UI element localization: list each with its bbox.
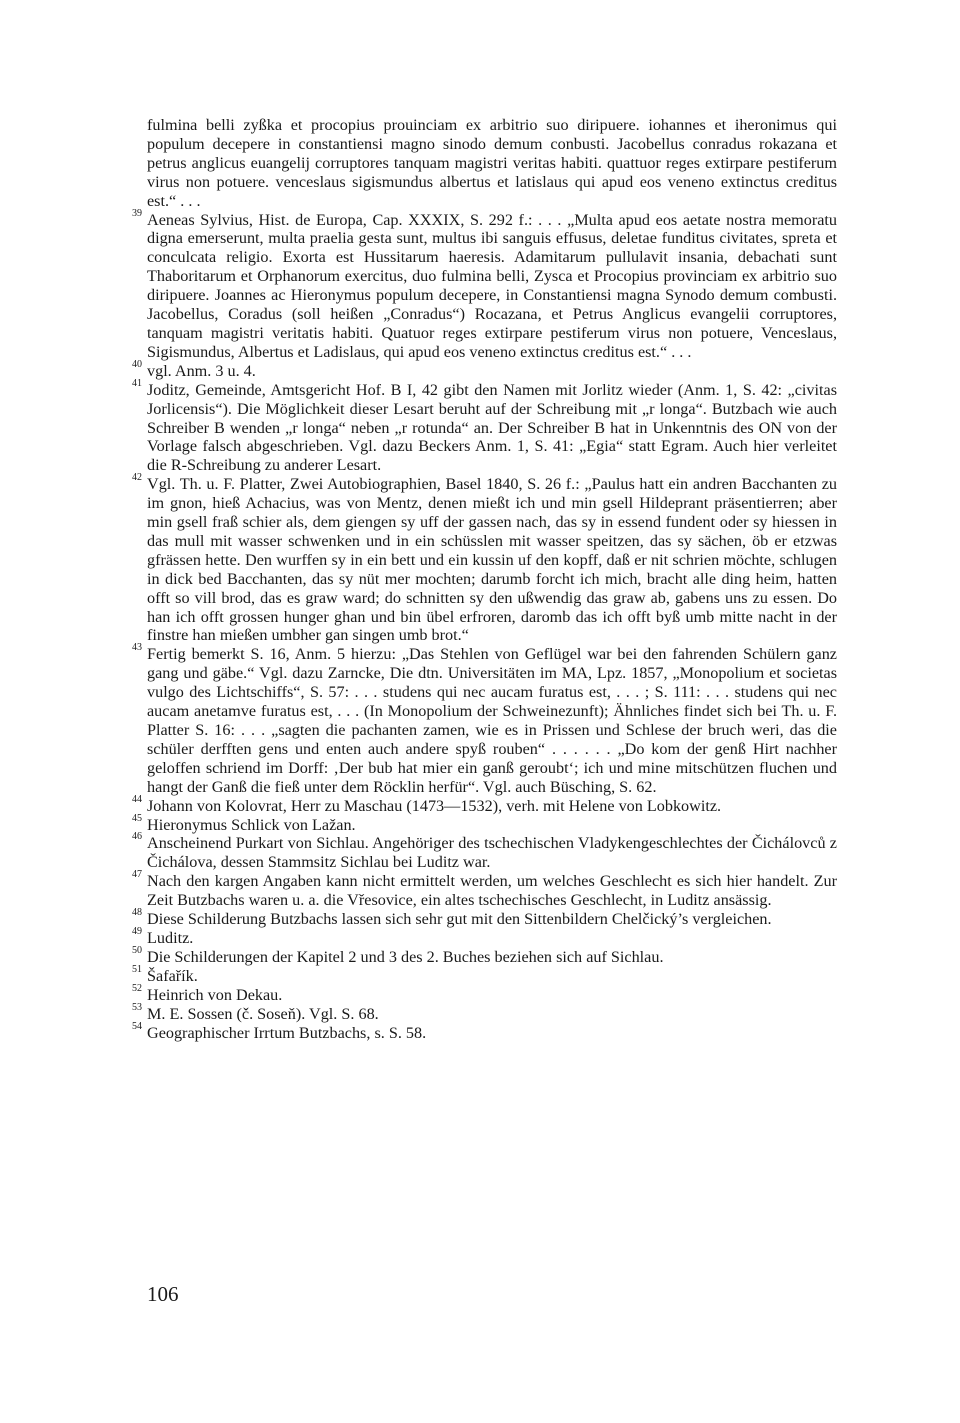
footnote-number: 39 <box>132 207 142 219</box>
footnote-text: vgl. Anm. 3 u. 4. <box>147 361 256 380</box>
footnote-41 <box>132 377 837 476</box>
footnote-block <box>132 116 837 1042</box>
footnote-text: Heinrich von Dekau. <box>147 985 283 1004</box>
footnote-45 <box>132 812 837 835</box>
footnote-54 <box>132 1020 837 1043</box>
footnote-text: Anscheinend Purkart von Sichlau. Angehöriger des tschechischen Vladykengeschlechtes der Čichálovců z Čichálova, dessen Stammsitz Sichlau bei Luditz war. <box>147 834 837 872</box>
footnote-text: Luditz. <box>147 928 194 947</box>
footnote-number: 52 <box>132 982 142 994</box>
footnote-53 <box>132 1001 837 1024</box>
continued-quotation: fulmina belli zyßka et procopius prouinciam ex arbitrio suo diripuere. iohannes et iheronimus qui populum decepere in constantiensi magno sinodo demum conbusti. Jacobellus conradus rokazana et petrus anglicus euangelij corruptores tanquam magistri veritas habiti. quattuor reges extirpare pestiferum virus non potuere. venceslaus sigismundus albertus et latislaus qui apud eos veneno extinctus creditus est.“ . . . <box>147 116 837 210</box>
footnote-text: Geographischer Irrtum Butzbachs, s. S. 58. <box>147 1023 427 1042</box>
footnote-text: M. E. Sossen (č. Soseň). Vgl. S. 68. <box>147 1004 379 1023</box>
footnote-51 <box>132 963 837 986</box>
page-number: 106 <box>147 1282 179 1306</box>
footnote-47 <box>132 869 837 910</box>
footnote-42 <box>132 472 837 645</box>
footnote-46 <box>132 831 837 872</box>
footnote-number: 48 <box>132 907 142 919</box>
footnote-number: 49 <box>132 925 142 937</box>
footnote-text: Nach den kargen Angaben kann nicht ermittelt werden, um welches Geschlecht es sich hier handelt. Zur Zeit Butzbachs waren u. a. die Vřesovice, ein altes tschechisches Geschlecht, in Luditz ansässig. <box>147 872 837 910</box>
footnote-text: Diese Schilderung Butzbachs lassen sich sehr gut mit den Sittenbildern Chelčický’s vergleichen. <box>147 910 772 929</box>
footnote-40 <box>132 358 837 381</box>
footnote-text: Šafařík. <box>147 966 198 985</box>
footnote-text: Die Schilderungen der Kapitel 2 und 3 des 2. Buches beziehen sich auf Sichlau. <box>147 947 664 966</box>
footnote-number: 45 <box>132 812 142 824</box>
footnote-text: Vgl. Th. u. F. Platter, Zwei Autobiographien, Basel 1840, S. 26 f.: „Paulus hatt ein andren Bacchanten zu im gnon, hieß Achacius, was von Mentz, denen mießt ich und min gsell Hildeprant präsentierren; aber min gsell fraß schier als, dem giengen sy uff der gassen nach, das sy in essend fundent oder sy hiessen in das mull mit wasser schwenken und in ein schüsslen mit wasser speitzen, das sy sächen, öb er etzwas gfrässen hette. Den wurffen sy in ein bett und ein kussin uf den kopff, daß er nit schrien möchte, schlugen in dick bed Bacchanten, das sy nüt mer mochten; darumb forcht ich mich, bracht alle ding heim, hatten offt so vill brod, das es graw ward; do schnitten sy den ußwendig das graw ab, gabens uns zu essen. Do han ich offt grossen hunger ghan und bin übel erfroren, daromb das ich offt byß umb mitte nacht in der finstre han mießen umbher gan singen umb brot.“ <box>147 475 837 645</box>
footnote-number: 43 <box>132 642 142 654</box>
footnote-number: 46 <box>132 831 142 843</box>
footnote-39 <box>132 207 837 362</box>
footnote-44 <box>132 793 837 816</box>
footnote-text: Aeneas Sylvius, Hist. de Europa, Cap. XXXIX, S. 292 f.: . . . „Multa apud eos aetate nostra memoratu digna emerserunt, multa praelia gesta sunt, multus ibi sanguis effusus, deletae funditus civitates, spreta et conculcata religio. Exorta est Hussitarum haeresis. Adamitarum pullulavit insania, debachati sunt Thaboritarum et Orphanorum exercitus, duo fulmina belli, Zysca et Procopius provinciam ex arbitrio suo diripuere. Joannes ac Hieronymus populum decepere, in Constantiensi magna Synodo demum combusti. Jacobellus, Coradus (soll heißen „Conradus“) Rocazana, et Petrus Anglicus evangelii corruptores, tanquam magistri veritatis habiti. Quatuor reges extirpare pestiferum virus non potuere, Venceslaus, Sigismundus, Albertus et Ladislaus, qui apud eos veneno extinctus creditus est.“ . . . <box>147 210 837 361</box>
footnote-number: 42 <box>132 472 142 484</box>
footnote-text: Hieronymus Schlick von Lažan. <box>147 815 356 834</box>
footnote-50 <box>132 944 837 967</box>
footnote-43 <box>132 642 837 796</box>
footnote-number: 40 <box>132 358 142 370</box>
footnote-number: 44 <box>132 793 142 805</box>
footnote-number: 54 <box>132 1020 142 1032</box>
footnote-text: Johann von Kolovrat, Herr zu Maschau (1473—1532), verh. mit Helene von Lobkowitz. <box>147 796 722 815</box>
footnote-number: 41 <box>132 377 142 389</box>
footnote-number: 47 <box>132 869 142 881</box>
footnote-text: Joditz, Gemeinde, Amtsgericht Hof. B I, 42 gibt den Namen mit Jorlitz wieder (Anm. 1, S. 42: „civitas Jorlicensis“). Die Möglichkeit dieser Lesart beruht auf der Schreibung mit „r longa“. Butzbach wie auch Schreiber B wenden „r longa“ neben „r rotunda“ an. Der Schreiber B hat in Unkenntnis des ON von der Vorlage falsch abgeschrieben. Vgl. dazu Beckers Anm. 1, S. 41: „Egia“ statt Egram. Auch hier verleitet die R-Schreibung zu anderer Lesart. <box>147 380 837 475</box>
footnote-number: 51 <box>132 963 142 975</box>
footnote-52 <box>132 982 837 1005</box>
footnote-48 <box>132 907 837 929</box>
footnote-number: 53 <box>132 1001 142 1013</box>
footnote-number: 50 <box>132 944 142 956</box>
footnote-text: Fertig bemerkt S. 16, Anm. 5 hierzu: „Das Stehlen von Geflügel war bei den fahrenden Schülern ganz gang und gäbe.“ Vgl. dazu Zarncke, Die dtn. Universitäten im MA, Lpz. 1857, „Monopolium et societas vulgo des Lichtschiffs“, S. 57: . . . studens qui nec aucam furatus est, . . . ; S. 111: . . . studens qui nec aucam anetamve furatus est, . . . (In Monopolium der Schweinezunft); Ähnliches findet sich bei Th. u. F. Platter S. 16: . . . „sagten die pachanten zamen, wie es in Prissen und Schlese der bruch weri, das die schüler derfften gens und enten auch andere spyß rouben“ . . . . . . „Do kom der genß Hirt nachher geloffen schriend im Dorff: ‚Der bub hat mier ein ganß geroubt‘; ich und mine mitschützen fluchen und hangt der Ganß die fieß unter dem Röcklin herfür“. Vgl. auch Büsching, S. 62. <box>147 645 837 796</box>
footnote-49 <box>132 925 837 948</box>
